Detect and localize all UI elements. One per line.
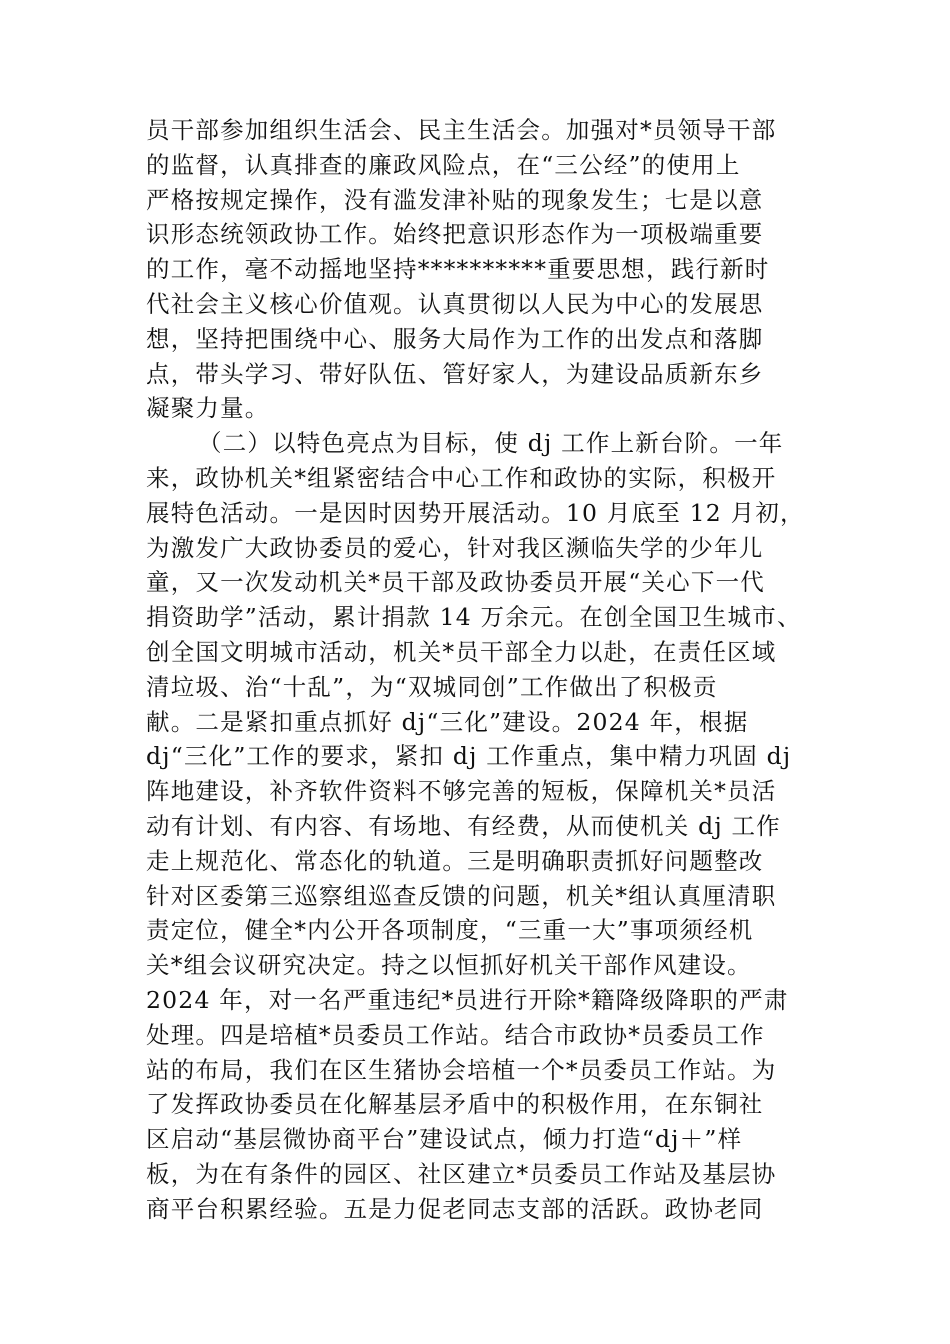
- text-line: 代社会主义核心价值观。认真贯彻以人民为中心的发展思: [146, 289, 764, 318]
- text-line: 商平台积累经验。五是力促老同志支部的活跃。政协老同: [146, 1194, 764, 1223]
- text-line: 识形态统领政协工作。始终把意识形态作为一项极端重要: [146, 220, 764, 249]
- text-line: 为激发广大政协委员的爱心，针对我区濒临失学的少年儿: [146, 533, 764, 562]
- text-line: 走上规范化、常态化的轨道。三是明确职责抓好问题整改: [146, 846, 764, 875]
- text-line: 的监督，认真排查的廉政风险点，在“三公经”的使用上: [146, 150, 741, 179]
- text-line: 凝聚力量。: [146, 394, 270, 423]
- text-line: 展特色活动。一是因时因势开展活动。10 月底至 12 月初，: [146, 498, 805, 527]
- text-line: 捐资助学”活动，累计捐款 14 万余元。在创全国卫生城市、: [146, 603, 802, 632]
- text-line: 板，为在有条件的园区、社区建立*员委员工作站及基层协: [146, 1159, 777, 1188]
- text-line: 点，带头学习、带好队伍、管好家人，为建设品质新东乡: [146, 359, 764, 388]
- text-line: 的工作，毫不动摇地坚持**********重要思想，践行新时: [146, 255, 770, 284]
- text-line: 清垃圾、治“十乱”，为“双城同创”工作做出了积极贡: [146, 672, 718, 701]
- text-line: dj“三化”工作的要求，紧扣 dj 工作重点，集中精力巩固 dj: [146, 742, 792, 771]
- text-line: 关*组会议研究决定。持之以恒抓好机关干部作风建设。: [146, 951, 752, 980]
- text-line: 创全国文明城市活动，机关*员干部全力以赴，在责任区域: [146, 637, 777, 666]
- text-line: 了发挥政协委员在化解基层矛盾中的积极作用，在东铜社: [146, 1090, 764, 1119]
- text-line: 严格按规定操作，没有滥发津补贴的现象发生；七是以意: [146, 185, 764, 214]
- text-line: 献。二是紧扣重点抓好 dj“三化”建设。2024 年，根据: [146, 707, 749, 736]
- text-line: 针对区委第三巡察组巡查反馈的问题，机关*组认真厘清职: [146, 881, 777, 910]
- text-line: 站的布局，我们在区生猪协会培植一个*员委员工作站。为: [146, 1055, 777, 1084]
- text-line: 想，坚持把围绕中心、服务大局作为工作的出发点和落脚: [146, 324, 764, 353]
- text-line: 处理。四是培植*员委员工作站。结合市政协*员委员工作: [146, 1020, 765, 1049]
- text-line: 区启动“基层微协商平台”建设试点，倾力打造“dj＋”样: [146, 1125, 743, 1154]
- text-line: 童，又一次发动机关*员干部及政协委员开展“关心下一代: [146, 568, 765, 597]
- text-line: 动有计划、有内容、有场地、有经费，从而使机关 dj 工作: [146, 811, 781, 840]
- text-line: 来，政协机关*组紧密结合中心工作和政协的实际，积极开: [146, 463, 777, 492]
- text-line: 阵地建设，补齐软件资料不够完善的短板，保障机关*员活: [146, 777, 777, 806]
- body-text: [146, 113, 810, 1227]
- text-line: 2024 年，对一名严重违纪*员进行开除*籍降级降职的严肃: [146, 985, 789, 1014]
- text-line: 责定位，健全*内公开各项制度，“三重一大”事项须经机: [146, 916, 754, 945]
- text-line: 员干部参加组织生活会、民主生活会。加强对*员领导干部: [146, 116, 777, 144]
- section-heading-line: （二）以特色亮点为目标，使 dj 工作上新台阶。一年: [198, 429, 784, 458]
